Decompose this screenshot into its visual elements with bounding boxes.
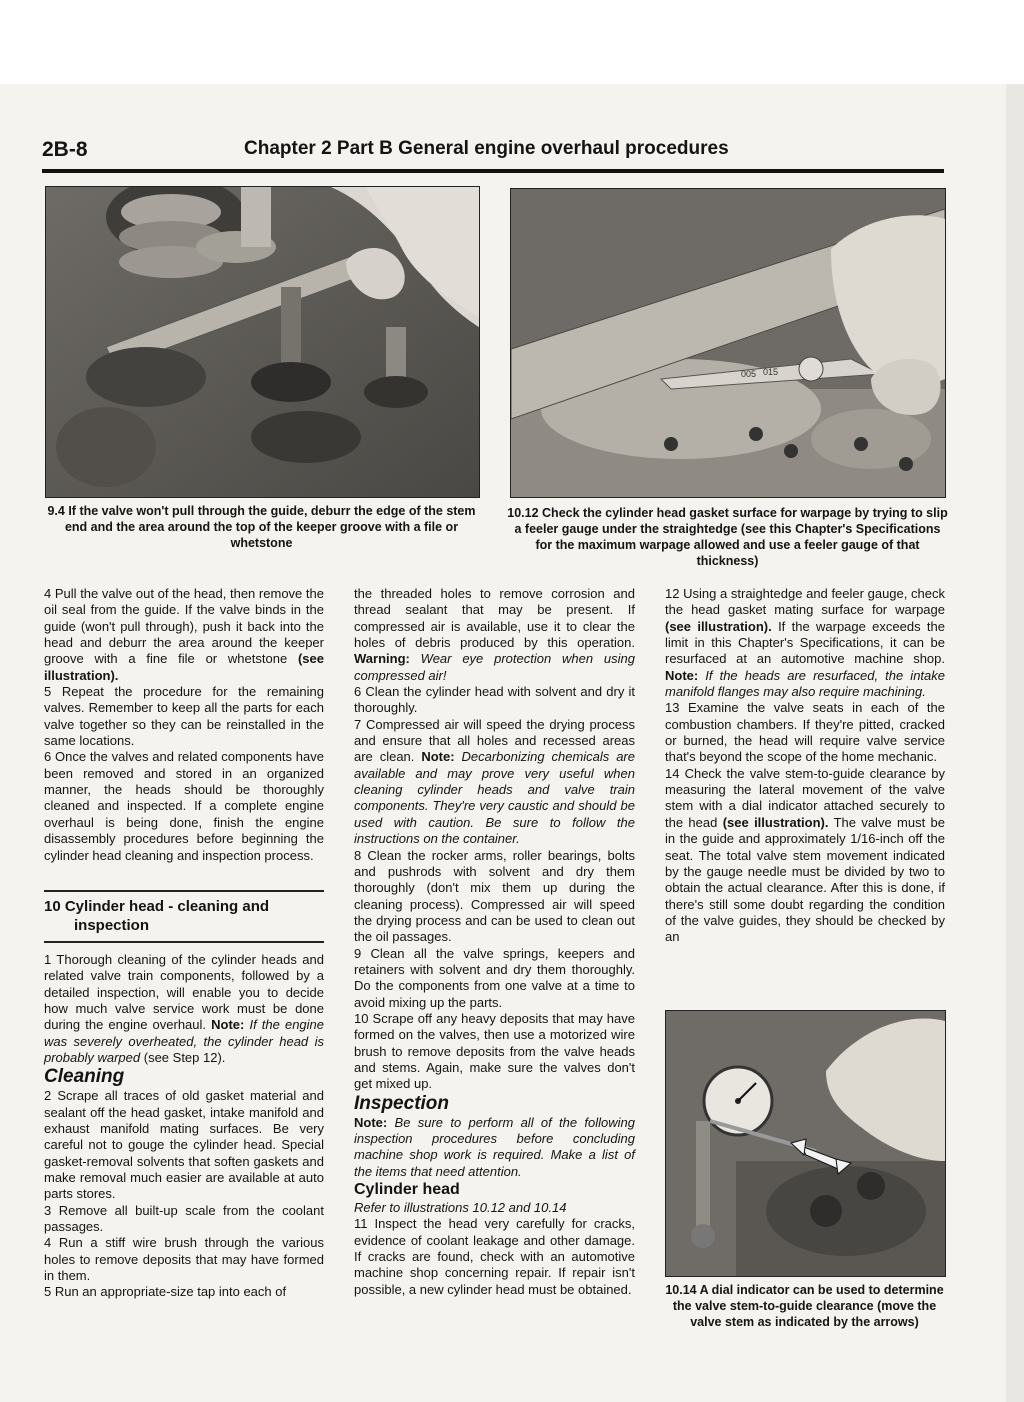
paragraph-10-10: 10 Scrape off any heavy deposits that may have formed on the valves, then use a motorized wire brush to remove deposits from the valve heads and stems. Again, make sure the valves don't get mixed up. xyxy=(354,1010,635,1092)
illustration-ref: (see illustration). xyxy=(722,814,829,830)
paragraph-10-4: 4 Run a stiff wire brush through the various holes to remove deposits that may have formed in them. xyxy=(44,1235,324,1284)
note-text: Decarbonizing chemicals are available and may prove very useful when cleaning cylinder heads and valve train components. They're very caustic and should be used with caution. Be sure to follow the instructions on the container. xyxy=(354,749,635,847)
caption-fig-9-4: 9.4 If the valve won't pull through the guide, deburr the edge of the stem end and the area around the top of the keeper groove with a file or whetstone xyxy=(47,504,476,550)
chapter-title: Chapter 2 Part B General engine overhaul procedures xyxy=(244,138,729,159)
paragraph-9-4 xyxy=(44,586,324,684)
inspection-note xyxy=(354,1115,635,1180)
paragraph-10-13: 13 Examine the valve seats in each of the combustion chambers. If they're pitted, cracked or burned, the head will require valve service that's beyond the scope of the home mechanic. xyxy=(665,700,945,765)
caption-fig-10-12: 10.12 Check the cylinder head gasket surface for warpage by trying to slip a feeler gauge under the straightedge (see this Chapter's Specifications for the maximum warpage allowed and use a feeler gauge of that thickness) xyxy=(507,506,948,568)
paragraph-10-6: 6 Clean the cylinder head with solvent and dry it thoroughly. xyxy=(354,684,635,716)
note-label: Note: xyxy=(211,1017,245,1033)
step-text-tail: (see Step 12). xyxy=(143,1049,226,1065)
photo-dial-indicator-image xyxy=(666,1011,945,1276)
warning-label: Warning: xyxy=(354,651,410,667)
paragraph-10-7 xyxy=(354,717,635,848)
illustration-ref: (see illustration). xyxy=(665,618,772,634)
photo-feeler-gauge-image xyxy=(511,189,945,497)
note-text: If the engine was severely overheated, the cylinder head is probably warped xyxy=(44,1017,324,1065)
note-text: Be sure to perform all of the following inspection procedures before concluding machine shop work is required. Make a list of the items that need attention. xyxy=(354,1114,635,1179)
section-rule-top xyxy=(44,890,324,892)
photo-feeler-gauge xyxy=(510,188,946,498)
paragraph-10-3: 3 Remove all built-up scale from the coolant passages. xyxy=(44,1202,324,1234)
section-title-10: 10 Cylinder head - cleaning and inspection xyxy=(44,897,270,934)
page-header xyxy=(42,138,944,168)
feeler-gauge-mark-1: 005 xyxy=(741,369,757,379)
step-text: 1 Thorough cleaning of the cylinder heads and related valve train components, followed by a detailed inspection, will enable you to decide how much valve service work must be done during the engine overhaul. xyxy=(44,951,324,1033)
scan-right-edge xyxy=(1006,84,1024,1402)
page-number: 2B-8 xyxy=(42,138,88,161)
photo-valve-deburr-image xyxy=(46,187,479,497)
note-label: Note: xyxy=(354,1114,388,1130)
paragraph-9-5: 5 Repeat the procedure for the remaining valves. Remember to keep all the parts for each valve together so they can be reinstalled in the same locations. xyxy=(44,684,324,749)
paragraph-10-1 xyxy=(44,952,324,1066)
photo-valve-deburr xyxy=(45,186,480,498)
warning-text: Wear eye protection when using compressed air! xyxy=(354,651,635,683)
paragraph-10-8: 8 Clean the rocker arms, roller bearings, bolts and pushrods with solvent and dry them thoroughly (don't mix them up during the cleaning process). Compressed air will speed the drying process and can be used to clean out the oil passages. xyxy=(354,847,635,945)
step-text: the threaded holes to remove corrosion and thread sealant that may be present. If compressed air is available, use it to clear the holes of debris produced by this operation. xyxy=(354,586,635,651)
step-text-cont: The valve must be in the guide and approximately 1/16-inch off the seat. The total valve stem movement indicated by the gauge needle must be divided by two to obtain the actual clearance. After this is done, if there's still some doubt regarding the condition of the valve guides, they should be checked by an xyxy=(665,814,945,945)
heading-cylinder-head: Cylinder head xyxy=(354,1181,460,1199)
note-text: If the heads are resurfaced, the intake manifold flanges may also require machining. xyxy=(665,667,945,700)
paragraph-10-14 xyxy=(665,766,945,946)
note-label: Note: xyxy=(421,749,455,765)
step-text: 7 Compressed air will speed the drying process and ensure that all holes and recessed areas are clean. xyxy=(354,716,635,765)
refer-text: Refer to illustrations 10.12 and 10.14 xyxy=(354,1200,567,1216)
text-column-1 xyxy=(44,586,324,1301)
paragraph-9-6: 6 Once the valves and related components have been removed and stored in an organized manner, the heads should be thoroughly cleaned and inspected. If a complete engine overhaul is being done, finish the engine disassembly procedures before beginning the cylinder head cleaning and inspection process. xyxy=(44,749,324,863)
heading-cleaning: Cleaning xyxy=(44,1066,125,1088)
paragraph-10-5-cont xyxy=(354,586,635,684)
step-text: 12 Using a straightedge and feeler gauge, check the head gasket mating surface for warpage xyxy=(665,586,945,618)
note-label: Note: xyxy=(665,667,699,683)
feeler-gauge-mark-2: 015 xyxy=(763,367,779,377)
photo-dial-indicator xyxy=(665,1010,946,1277)
text-column-2 xyxy=(354,586,635,1298)
step-text: 14 Check the valve stem-to-guide clearance by measuring the lateral movement of the valve stem with a dial indicator attached securely to the head xyxy=(665,765,945,830)
paragraph-10-2: 2 Scrape all traces of old gasket material and sealant off the head gasket, intake manifold and exhaust manifold mating surfaces. Be very careful not to gouge the cylinder head. Special gasket-removal solvents that soften gaskets and make removal much easier are available at auto parts stores. xyxy=(44,1088,324,1202)
header-rule xyxy=(42,169,944,173)
paragraph-10-9: 9 Clean all the valve springs, keepers and retainers with solvent and dry them thoroughly. Do the components from one valve at a time to avoid mixing up the parts. xyxy=(354,945,635,1010)
scan-top-margin xyxy=(0,0,1024,84)
paragraph-10-12 xyxy=(665,586,945,700)
paragraph-10-11: 11 Inspect the head very carefully for cracks, evidence of coolant leakage and other damage. If cracks are found, check with an automotive machine shop concerning repair. If repair isn't possible, a new cylinder head must be obtained. xyxy=(354,1216,635,1297)
heading-inspection: Inspection xyxy=(354,1092,450,1114)
step-text-cont: If the warpage exceeds the limit in this Chapter's Specifications, it can be resurfaced at an automotive machine shop. xyxy=(665,618,945,667)
caption-fig-10-14: 10.14 A dial indicator can be used to determine the valve stem-to-guide clearance (move the valve stem as indicated by the arrows) xyxy=(665,1283,944,1329)
step-text: 4 Pull the valve out of the head, then remove the oil seal from the guide. If the valve binds in the guide (won't pull through), push it back into the head and deburr the area around the keeper groove with a fine file or whetstone xyxy=(44,586,324,667)
paragraph-10-5: 5 Run an appropriate-size tap into each of xyxy=(44,1284,287,1300)
illustration-ref: (see illustration). xyxy=(44,651,324,683)
refer-illustrations xyxy=(354,1200,635,1216)
text-column-3 xyxy=(665,586,945,946)
